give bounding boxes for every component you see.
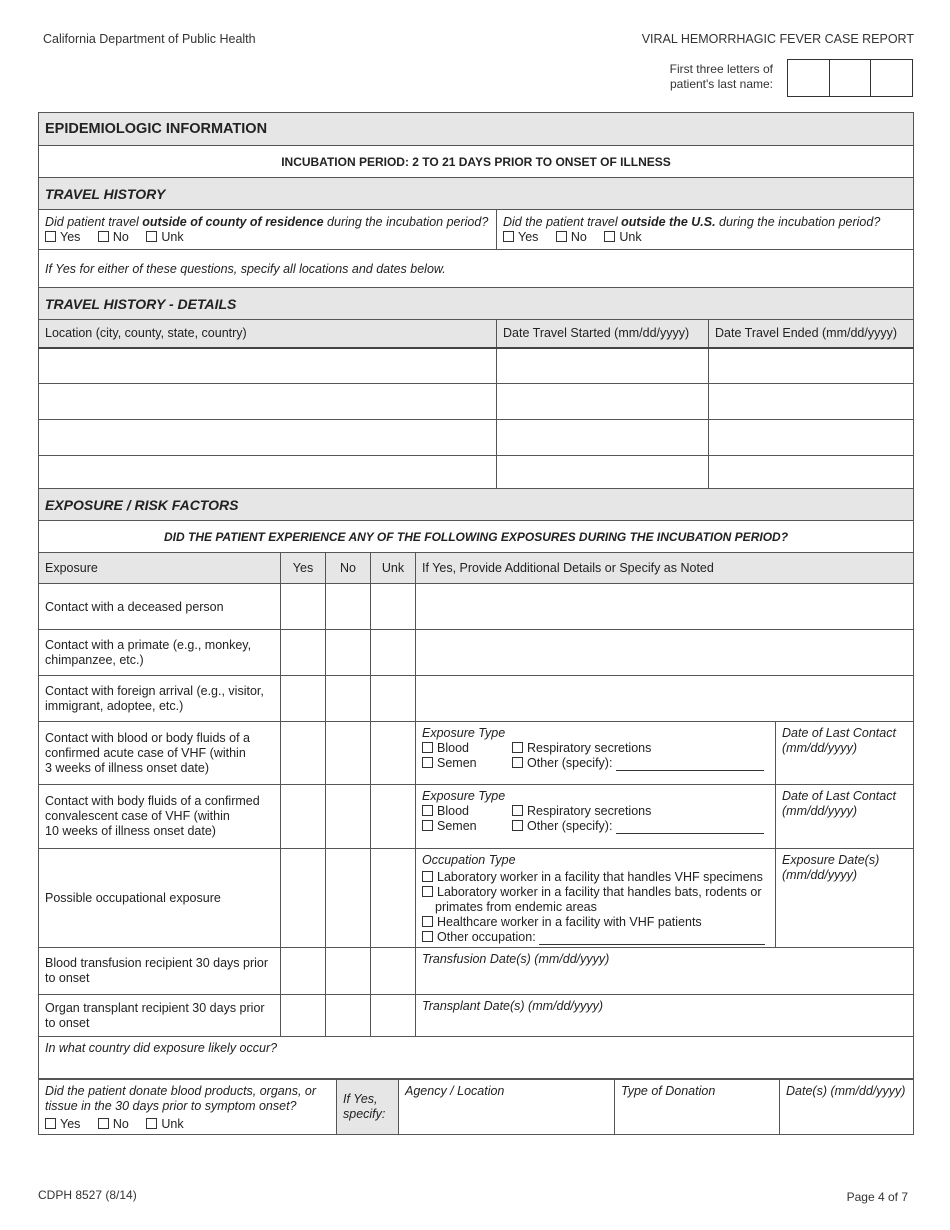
travel-county-question: Did patient travel outside of county of residence during the incubation period? Yes No Unk — [39, 210, 497, 250]
travel-row[interactable] — [39, 420, 914, 456]
checkbox-icon[interactable] — [422, 916, 433, 927]
location-cell[interactable] — [39, 384, 497, 420]
donation-type[interactable]: Type of Donation — [615, 1080, 780, 1135]
exposure-label: Contact with a primate (e.g., monkey, chimpanzee, etc.) — [39, 630, 281, 676]
checkbox-icon[interactable] — [512, 757, 523, 768]
yes-cell[interactable] — [281, 849, 326, 948]
unk-cell[interactable] — [371, 785, 416, 849]
start-cell[interactable] — [497, 348, 709, 384]
yes-cell[interactable] — [281, 995, 326, 1037]
conv-exposure-type: Exposure Type Blood Respiratory secretions Semen Other (specify): — [416, 785, 776, 849]
unk-cell[interactable] — [371, 584, 416, 630]
transfusion-dates[interactable]: Transfusion Date(s) (mm/dd/yyyy) — [416, 948, 914, 995]
incubation-period: INCUBATION PERIOD: 2 TO 21 DAYS PRIOR TO ONSET OF ILLNESS — [39, 146, 914, 178]
end-cell[interactable] — [709, 348, 914, 384]
details-cell[interactable] — [416, 630, 914, 676]
report-title: VIRAL HEMORRHAGIC FEVER CASE REPORT — [641, 32, 914, 46]
exposure-row-transplant — [39, 995, 914, 1037]
checkbox-icon[interactable] — [422, 805, 433, 816]
letter-box-3[interactable] — [871, 60, 912, 96]
end-cell[interactable] — [709, 456, 914, 490]
col-date-started: Date Travel Started (mm/dd/yyyy) — [497, 320, 709, 348]
location-cell[interactable] — [39, 456, 497, 490]
travel-county-yes[interactable]: Yes — [45, 230, 80, 245]
col-date-ended: Date Travel Ended (mm/dd/yyyy) — [709, 320, 914, 348]
travel-row[interactable] — [39, 384, 914, 420]
checkbox-icon[interactable] — [422, 820, 433, 831]
yes-cell[interactable] — [281, 948, 326, 995]
checkbox-icon[interactable] — [503, 231, 514, 242]
exposure-row-foreign — [39, 676, 914, 722]
yes-cell[interactable] — [281, 630, 326, 676]
exposure-table — [38, 488, 914, 1079]
other-occupation-line[interactable] — [539, 944, 765, 945]
checkbox-icon[interactable] — [422, 742, 433, 753]
exposure-dates[interactable]: Exposure Date(s) (mm/dd/yyyy) — [776, 849, 914, 948]
no-cell[interactable] — [326, 630, 371, 676]
unk-cell[interactable] — [371, 722, 416, 785]
occupation-type: Occupation Type Laboratory worker in a facility that handles VHF specimens Laboratory worker in a facility that handles bats, rodents or primates from endemic areas Healthcare worker in a facility with VHF patients Other occupation: — [416, 849, 776, 948]
no-cell[interactable] — [326, 849, 371, 948]
col-no: No — [326, 553, 371, 584]
donation-table — [38, 1079, 914, 1135]
exposure-label: Possible occupational exposure — [39, 849, 281, 948]
location-cell[interactable] — [39, 348, 497, 384]
acute-exposure-type: Exposure Type Blood Respiratory secretions Semen Other (specify): — [416, 722, 776, 785]
exposure-label: Contact with body fluids of a confirmed convalescent case of VHF (within 10 weeks of illness onset date) — [39, 785, 281, 849]
unk-cell[interactable] — [371, 849, 416, 948]
yes-cell[interactable] — [281, 584, 326, 630]
form-id: CDPH 8527 (8/14) — [38, 1188, 137, 1202]
travel-county-unk[interactable]: Unk — [146, 230, 183, 245]
exposure-row-acute — [39, 722, 914, 785]
exposure-question: DID THE PATIENT EXPERIENCE ANY OF THE FOLLOWING EXPOSURES DURING THE INCUBATION PERIOD? — [39, 521, 914, 553]
checkbox-icon[interactable] — [512, 820, 523, 831]
start-cell[interactable] — [497, 456, 709, 490]
no-cell[interactable] — [326, 785, 371, 849]
travel-row[interactable] — [39, 456, 914, 490]
exposure-label: Contact with a deceased person — [39, 584, 281, 630]
start-cell[interactable] — [497, 420, 709, 456]
first-three-letters-label: First three letters of patient's last name: — [669, 62, 773, 91]
travel-us-no[interactable]: No — [556, 230, 587, 245]
checkbox-icon[interactable] — [422, 757, 433, 768]
end-cell[interactable] — [709, 420, 914, 456]
checkbox-icon[interactable] — [556, 231, 567, 242]
checkbox-icon[interactable] — [146, 231, 157, 242]
yes-cell[interactable] — [281, 785, 326, 849]
donation-specify-label: If Yes, specify: — [337, 1080, 399, 1135]
no-cell[interactable] — [326, 584, 371, 630]
exposure-row-convalescent — [39, 785, 914, 849]
col-location: Location (city, county, state, country) — [39, 320, 497, 348]
no-cell[interactable] — [326, 676, 371, 722]
exposure-row-occupational — [39, 849, 914, 948]
donation-question: Did the patient donate blood products, organs, or tissue in the 30 days prior to symptom onset? Yes No Unk — [39, 1080, 337, 1135]
col-unk: Unk — [371, 553, 416, 584]
exposure-label: Organ transplant recipient 30 days prior to onset — [39, 995, 281, 1037]
travel-table — [38, 112, 914, 490]
unk-cell[interactable] — [371, 676, 416, 722]
letter-box-2[interactable] — [830, 60, 872, 96]
checkbox-icon[interactable] — [45, 1118, 56, 1129]
first-three-letters-boxes[interactable] — [787, 59, 913, 97]
unk-cell[interactable] — [371, 995, 416, 1037]
col-exposure: Exposure — [39, 553, 281, 584]
yes-cell[interactable] — [281, 722, 326, 785]
exposure-label: Blood transfusion recipient 30 days prior to onset — [39, 948, 281, 995]
unk-cell[interactable] — [371, 948, 416, 995]
donation-unk[interactable]: Unk — [146, 1117, 183, 1132]
checkbox-icon[interactable] — [146, 1118, 157, 1129]
yes-cell[interactable] — [281, 676, 326, 722]
agency-name: California Department of Public Health — [43, 32, 256, 46]
exposure-label: Contact with blood or body fluids of a confirmed acute case of VHF (within 3 weeks of illness onset date) — [39, 722, 281, 785]
transplant-dates[interactable]: Transplant Date(s) (mm/dd/yyyy) — [416, 995, 914, 1037]
donation-yes[interactable]: Yes — [45, 1117, 80, 1132]
checkbox-icon[interactable] — [98, 231, 109, 242]
col-yes: Yes — [281, 553, 326, 584]
donation-dates[interactable]: Date(s) (mm/dd/yyyy) — [780, 1080, 914, 1135]
checkbox-icon[interactable] — [422, 886, 433, 897]
checkbox-icon[interactable] — [422, 931, 433, 942]
exposure-label: Contact with foreign arrival (e.g., visitor, immigrant, adoptee, etc.) — [39, 676, 281, 722]
checkbox-icon[interactable] — [512, 805, 523, 816]
travel-row[interactable] — [39, 348, 914, 384]
section-title: EPIDEMIOLOGIC INFORMATION — [39, 113, 914, 146]
travel-note: If Yes for either of these questions, specify all locations and dates below. — [39, 250, 914, 288]
travel-us-unk[interactable]: Unk — [604, 230, 641, 245]
checkbox-icon[interactable] — [422, 871, 433, 882]
page-number: Page 4 of 7 — [846, 1190, 908, 1204]
travel-us-yes[interactable]: Yes — [503, 230, 538, 245]
checkbox-icon[interactable] — [45, 231, 56, 242]
acute-date-last-contact[interactable]: Date of Last Contact (mm/dd/yyyy) — [776, 722, 914, 785]
exposure-country-question[interactable]: In what country did exposure likely occur? — [39, 1037, 914, 1079]
checkbox-icon[interactable] — [512, 742, 523, 753]
no-cell[interactable] — [326, 722, 371, 785]
exposure-row-transfusion — [39, 948, 914, 995]
no-cell[interactable] — [326, 995, 371, 1037]
letter-box-1[interactable] — [788, 60, 830, 96]
checkbox-icon[interactable] — [604, 231, 615, 242]
other-specify-line[interactable] — [616, 833, 764, 834]
details-cell[interactable] — [416, 676, 914, 722]
col-details: If Yes, Provide Additional Details or Specify as Noted — [416, 553, 914, 584]
checkbox-icon[interactable] — [98, 1118, 109, 1129]
travel-history-title: TRAVEL HISTORY — [39, 178, 914, 210]
exposure-title: EXPOSURE / RISK FACTORS — [39, 489, 914, 521]
other-specify-line[interactable] — [616, 770, 764, 771]
conv-date-last-contact[interactable]: Date of Last Contact (mm/dd/yyyy) — [776, 785, 914, 849]
details-cell[interactable] — [416, 584, 914, 630]
donation-agency[interactable]: Agency / Location — [399, 1080, 615, 1135]
exposure-row-primate — [39, 630, 914, 676]
start-cell[interactable] — [497, 384, 709, 420]
travel-us-question: Did the patient travel outside the U.S. during the incubation period? Yes No Unk — [497, 210, 914, 250]
unk-cell[interactable] — [371, 630, 416, 676]
donation-no[interactable]: No — [98, 1117, 129, 1132]
no-cell[interactable] — [326, 948, 371, 995]
exposure-row-deceased — [39, 584, 914, 630]
end-cell[interactable] — [709, 384, 914, 420]
location-cell[interactable] — [39, 420, 497, 456]
travel-details-title: TRAVEL HISTORY - DETAILS — [39, 288, 914, 320]
travel-county-no[interactable]: No — [98, 230, 129, 245]
